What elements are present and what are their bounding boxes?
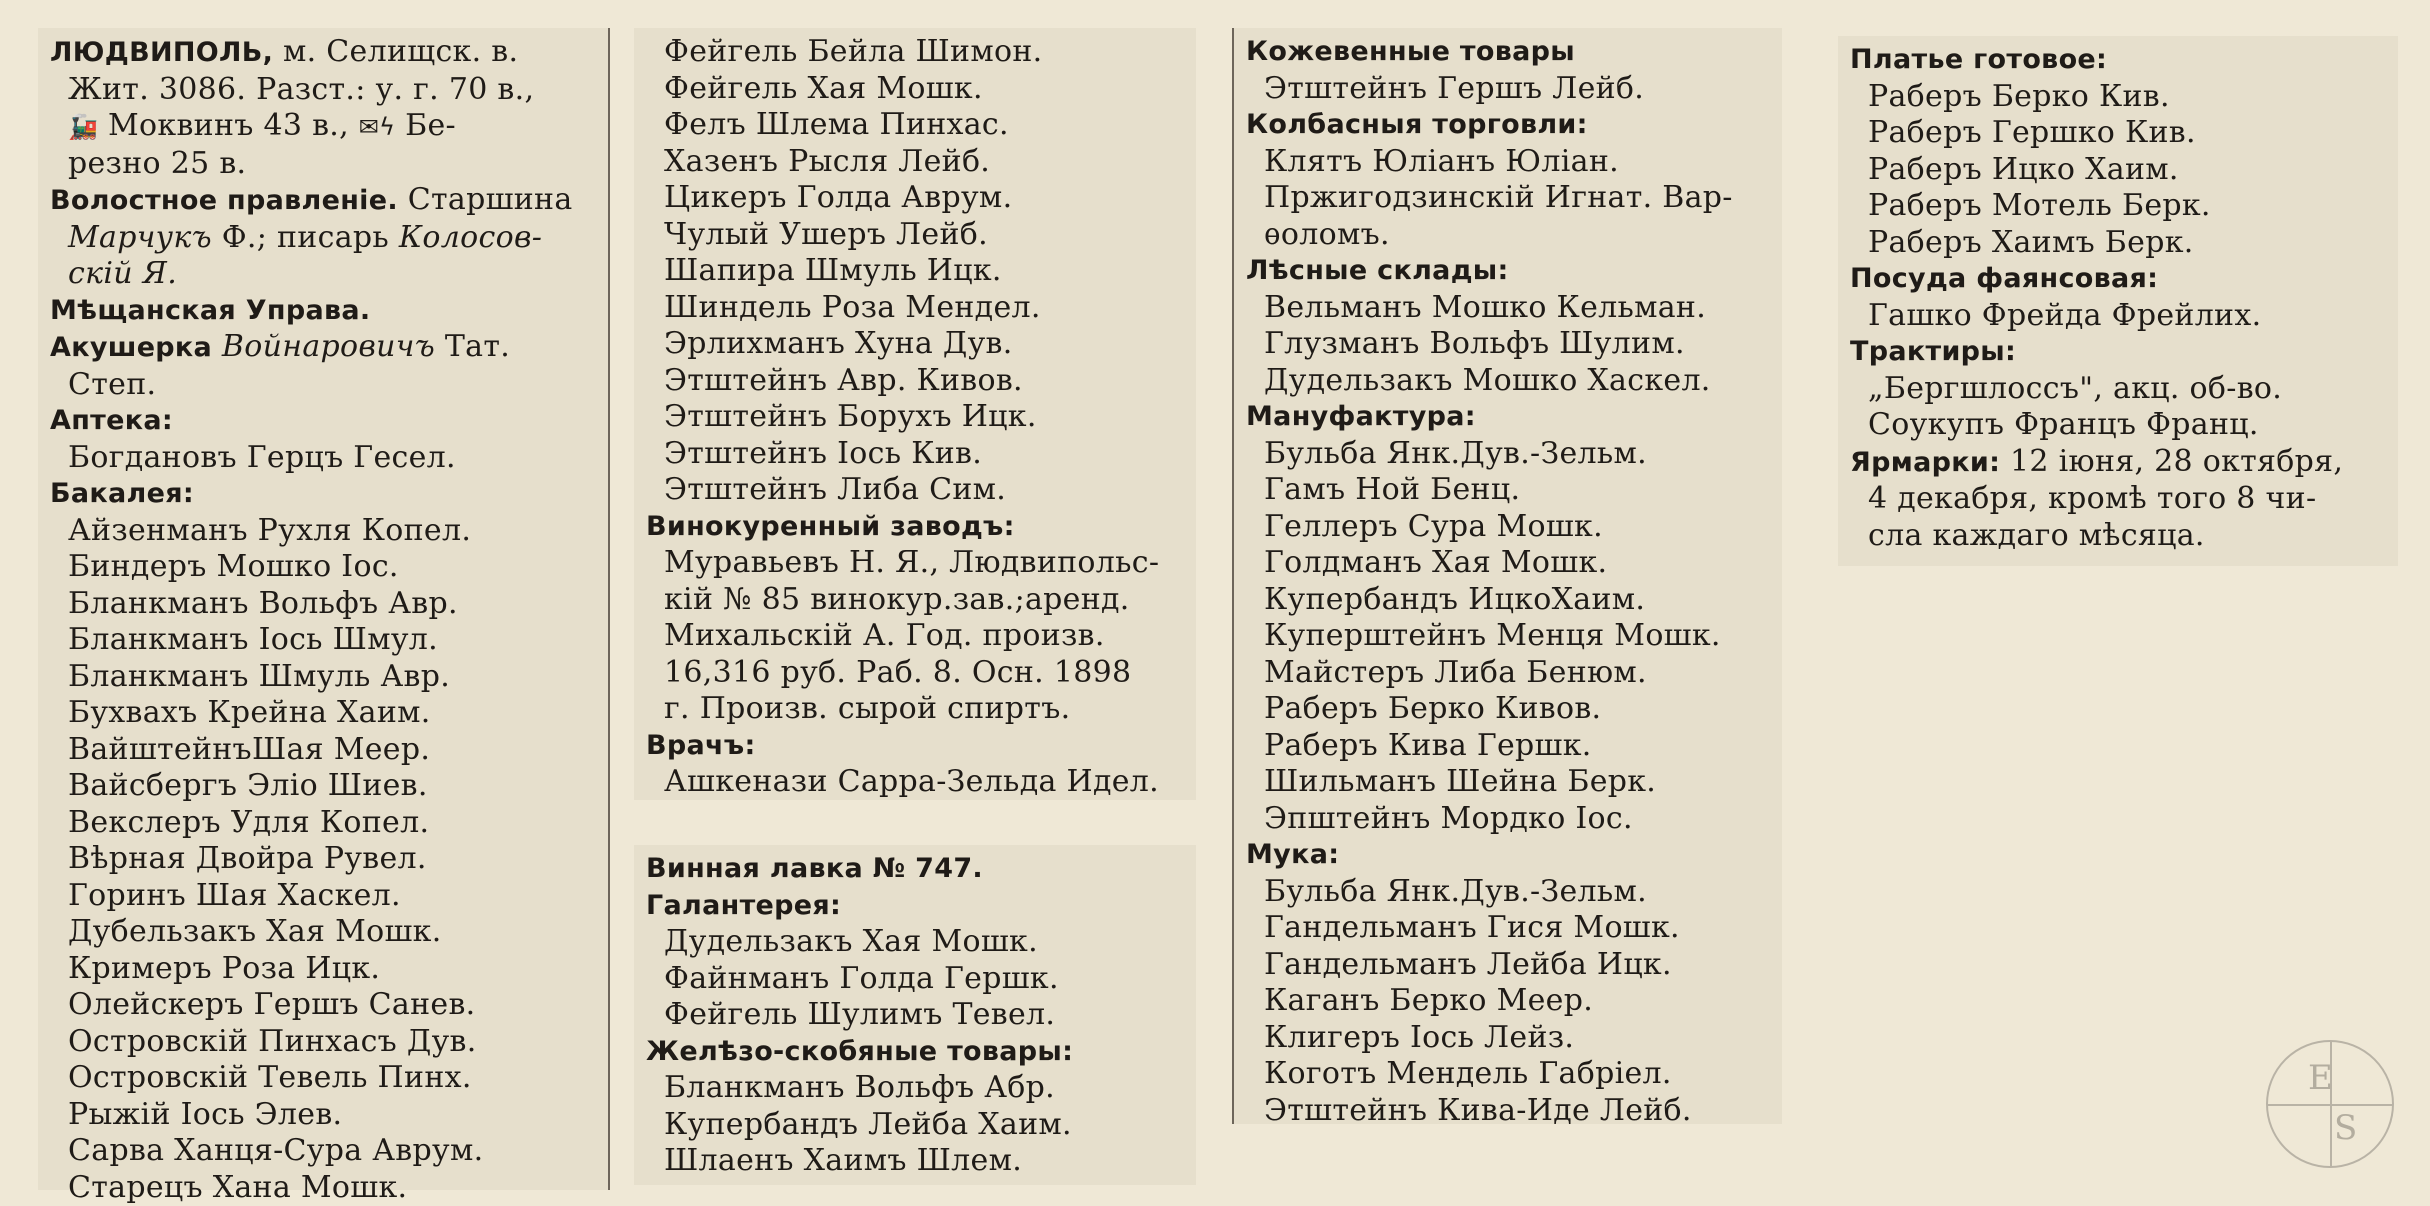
list-item: Шлаенъ Хаимъ Шлем. [646,1143,1184,1180]
akusherka-line: Степ. [50,367,596,404]
list-item: г. Произв. сырой спиртъ. [646,691,1184,728]
section-heading: Платье готовое: [1850,42,2386,79]
list-item: Пржигодзинскій Игнат. Вар- [1246,180,1770,217]
section-heading: Лѣсные склады: [1246,253,1770,290]
volost-line: скій Я. [50,256,596,293]
list-item: Бухвахъ Крейна Хаим. [50,695,596,732]
list-item: Бульба Янк.Дув.-Зельм. [1246,874,1770,911]
section-heading: Аптека: [50,403,596,440]
list-item: Купербандъ ИцкоХаим. [1246,582,1770,619]
kozh-list [1246,71,1770,108]
town-info-line: 🚂 Моквинъ 43 в., ✉ϟ Бе- [50,108,596,146]
list-item: Фейгель Хая Мошк. [646,71,1184,108]
list-item: Богдановъ Герцъ Гесел. [50,440,596,477]
list-item: Муравьевъ Н. Я., Людвипольс- [646,545,1184,582]
list-item: Гамъ Ной Бенц. [1246,472,1770,509]
list-item: Бланкманъ Вольфъ Абр. [646,1070,1184,1107]
list-item: Раберъ Ицко Хаим. [1850,152,2386,189]
list-item: Дудельзакъ Хая Мошк. [646,924,1184,961]
list-item: Олейскеръ Гершъ Санев. [50,987,596,1024]
list-item: Биндеръ Мошко Іос. [50,549,596,586]
list-item: Этштейнъ Авр. Кивов. [646,363,1184,400]
list-item: Айзенманъ Рухля Копел. [50,513,596,550]
list-item: Вельманъ Мошко Кельман. [1246,290,1770,327]
galantereya-list [646,924,1184,1034]
column-2-bottom [634,845,1196,1185]
list-item: Гандельманъ Лейба Ицк. [1246,947,1770,984]
list-item: Хазенъ Рысля Лейб. [646,144,1184,181]
list-item: Шиндель Роза Мендел. [646,290,1184,327]
list-item: Дубельзакъ Хая Мошк. [50,914,596,951]
plat-list [1850,79,2386,262]
list-item: 16,316 руб. Раб. 8. Осн. 1898 [646,655,1184,692]
section-heading: Мануфактура: [1246,399,1770,436]
town-info-line: Жит. 3086. Разст.: у. г. 70 в., [50,72,596,109]
list-item: Гашко Фрейда Фрейлих. [1850,298,2386,335]
list-item: Эрлихманъ Хуна Дув. [646,326,1184,363]
post-telegraph-icon: ✉ϟ [359,113,396,141]
list-item: Фейгель Шулимъ Тевел. [646,997,1184,1034]
list-item: Купербандъ Лейба Хаим. [646,1107,1184,1144]
list-item: Каганъ Берко Меер. [1246,983,1770,1020]
list-item: Геллеръ Сура Мошк. [1246,509,1770,546]
section-heading: Трактиры: [1850,334,2386,371]
list-item: Цикеръ Голда Аврум. [646,180,1184,217]
list-item: Фейгель Бейла Шимон. [646,34,1184,71]
trakt-list [1850,371,2386,444]
volost-entry: Волостное правленіе. Старшина [50,182,596,220]
section-heading: Бакалея: [50,476,596,513]
list-item: Клятъ Юліанъ Юліан. [1246,144,1770,181]
list-item: ВайштейнъШая Меер. [50,732,596,769]
column-1 [38,28,610,1190]
list-item: Шапира Шмуль Ицк. [646,253,1184,290]
list-item: Кримеръ Роза Ицк. [50,951,596,988]
list-item: Голдманъ Хая Мошк. [1246,545,1770,582]
list-item: Фелъ Шлема Пинхас. [646,107,1184,144]
bakaleya-continued-list [646,34,1184,509]
yarmarki-entry: Ярмарки: 12 іюня, 28 октября, [1850,444,2386,482]
column-3 [1232,28,1782,1124]
section-heading: Кожевенные товары [1246,34,1770,71]
town-header: ЛЮДВИПОЛЬ, м. Селищск. в. [50,34,596,72]
vinokur-entry [646,545,1184,728]
manuf-list [1246,436,1770,838]
list-item: Файнманъ Голда Гершк. [646,961,1184,998]
list-item: Раберъ Берко Кив. [1850,79,2386,116]
yarmarki-line: сла каждаго мѣсяца. [1850,518,2386,555]
list-item: Векслеръ Удля Копел. [50,805,596,842]
list-item: Раберъ Мотель Берк. [1850,188,2386,225]
list-item: Сарва Ханця-Сура Аврум. [50,1133,596,1170]
list-item: Этштейнъ Либа Сим. [646,472,1184,509]
column-4 [1838,36,2398,566]
stamp-letter-top: E [2308,1058,2333,1098]
railway-icon: 🚂 [68,113,98,141]
list-item: Раберъ Хаимъ Берк. [1850,225,2386,262]
posuda-list [1850,298,2386,335]
list-item: Островскій Пинхасъ Дув. [50,1024,596,1061]
list-item: Бланкманъ Іось Шмул. [50,622,596,659]
list-item: Этштейнъ Кива-Иде Лейб. [1246,1093,1770,1130]
list-item: кій № 85 винокур.зав.;аренд. [646,582,1184,619]
zhelezo-list [646,1070,1184,1180]
kolbas-list [1246,144,1770,254]
section-heading: Врачъ: [646,728,1184,765]
column-2 [634,28,1196,800]
list-item: ѳоломъ. [1246,217,1770,254]
volost-line: Марчукъ Ф.; писарь Колосов- [50,220,596,257]
list-item: Этштейнъ Іось Кив. [646,436,1184,473]
list-item: Горинъ Шая Хаскел. [50,878,596,915]
bakaleya-list [50,513,596,1206]
section-heading: Галантерея: [646,888,1184,925]
town-title: ЛЮДВИПОЛЬ, [50,37,273,68]
town-info-line: резно 25 в. [50,146,596,183]
akusherka-entry: Акушерка Войнаровичъ Тат. [50,329,596,367]
muka-list [1246,874,1770,1130]
list-item: Островскій Тевель Пинх. [50,1060,596,1097]
list-item: Куперштейнъ Менця Мошк. [1246,618,1770,655]
list-item: Этштейнъ Борухъ Ицк. [646,399,1184,436]
list-item: Шильманъ Шейна Берк. [1246,764,1770,801]
lesn-list [1246,290,1770,400]
list-item: Эпштейнъ Мордко Іос. [1246,801,1770,838]
section-heading: Мѣщанская Управа. [50,293,596,330]
list-item: Этштейнъ Гершъ Лейб. [1246,71,1770,108]
section-heading: Желѣзо-скобяные товары: [646,1034,1184,1071]
yarmarki-line: 4 декабря, кромѣ того 8 чи- [1850,481,2386,518]
list-item: Вѣрная Двойра Рувел. [50,841,596,878]
section-heading: Колбасныя торговли: [1246,107,1770,144]
list-item: Клигеръ Іось Лейз. [1246,1020,1770,1057]
list-item: Старецъ Хана Мошк. [50,1170,596,1206]
section-heading: Винокуренный заводъ: [646,509,1184,546]
list-item: Майстеръ Либа Бенюм. [1246,655,1770,692]
list-item: Рыжій Іось Элев. [50,1097,596,1134]
list-item: Соукупъ Францъ Франц. [1850,407,2386,444]
list-item: Вайсбергъ Эліо Шиев. [50,768,596,805]
list-item: Коготъ Мендель Габріел. [1246,1056,1770,1093]
stamp-letter-bottom: S [2334,1108,2357,1148]
section-heading: Мука: [1246,837,1770,874]
list-item: Ашкенази Сарра-Зельда Идел. [646,764,1184,801]
list-item: „Бергшлоссъ", акц. об-во. [1850,371,2386,408]
list-item: Бланкманъ Вольфъ Авр. [50,586,596,623]
list-item: Раберъ Гершко Кив. [1850,115,2386,152]
list-item: Гандельманъ Гися Мошк. [1246,910,1770,947]
list-item: Раберъ Берко Кивов. [1246,691,1770,728]
list-item: Дудельзакъ Мошко Хаскел. [1246,363,1770,400]
list-item: Глузманъ Вольфъ Шулим. [1246,326,1770,363]
list-item: Чулый Ушеръ Лейб. [646,217,1184,254]
list-item: Михальскій А. Год. произв. [646,618,1184,655]
list-item: Бульба Янк.Дув.-Зельм. [1246,436,1770,473]
list-item: Бланкманъ Шмуль Авр. [50,659,596,696]
section-heading: Винная лавка № 747. [646,851,1184,888]
list-item: Раберъ Кива Гершк. [1246,728,1770,765]
watermark-stamp [2266,1040,2394,1168]
section-heading: Посуда фаянсовая: [1850,261,2386,298]
